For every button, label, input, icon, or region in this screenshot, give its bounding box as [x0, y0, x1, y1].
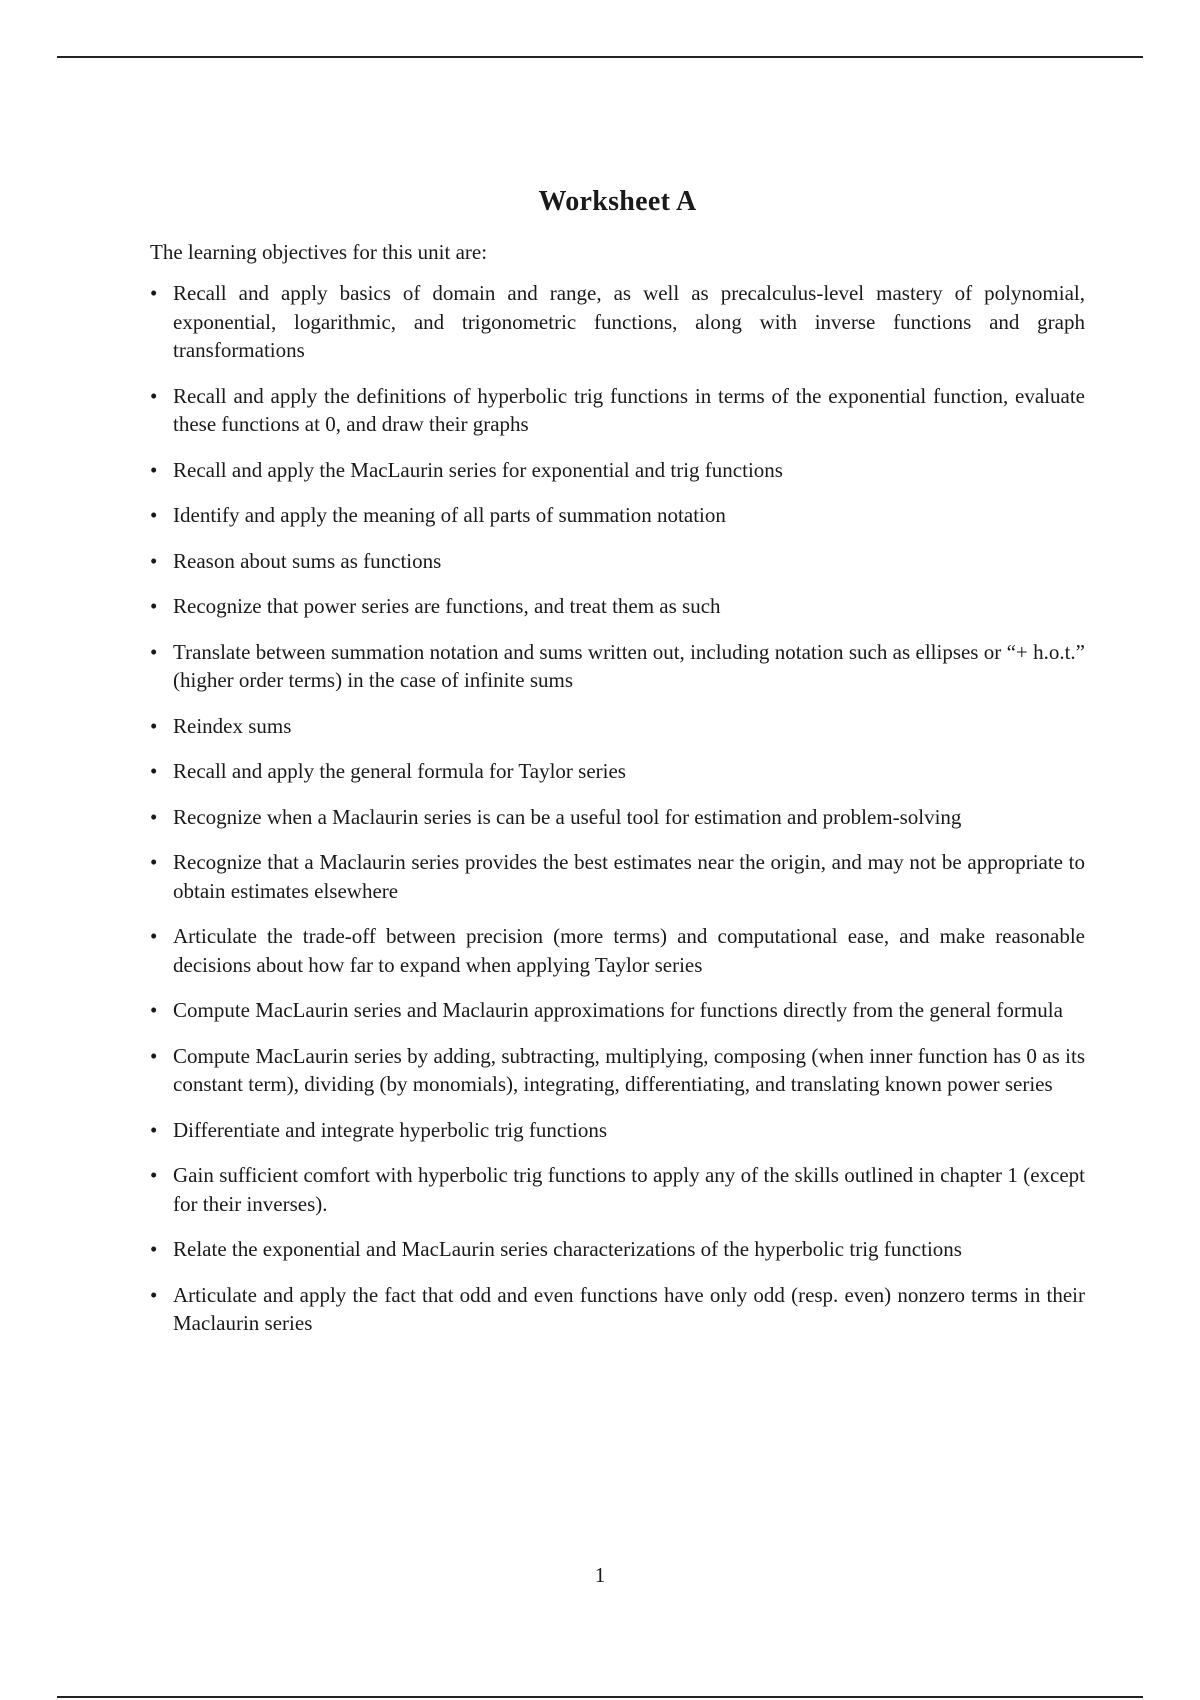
bullet-icon: •: [150, 850, 158, 874]
objective-text: Identify and apply the meaning of all parts of summation notation: [173, 503, 726, 527]
bullet-icon: •: [150, 548, 158, 573]
objective-item: [150, 279, 1085, 365]
bullet-icon: •: [150, 1117, 158, 1142]
bullet-icon: •: [150, 503, 158, 527]
objective-text: Recognize when a Maclaurin series is can be a useful tool for estimation and problem-solving: [173, 804, 962, 829]
objective-item: [150, 996, 1085, 1025]
objective-item: [150, 382, 1085, 439]
objective-item: [150, 1161, 1085, 1218]
bullet-icon: •: [150, 281, 158, 305]
bottom-rule: [57, 1696, 1143, 1698]
bullet-icon: •: [150, 639, 158, 664]
bullet-icon: •: [150, 804, 158, 829]
page-title: Worksheet A: [538, 186, 697, 217]
objective-item: [150, 922, 1085, 979]
objective-text: Recognize that a Maclaurin series provides the best estimates near the origin, and may not be appropriate to obtain estimates elsewhere: [173, 850, 1085, 903]
bullet-icon: •: [150, 713, 158, 738]
bullet-icon: •: [150, 998, 158, 1022]
objective-text: Compute MacLaurin series and Maclaurin approximations for functions directly from the general formula: [173, 998, 1063, 1022]
bullet-icon: •: [150, 457, 158, 482]
objective-text: Differentiate and integrate hyperbolic trig functions: [173, 1117, 608, 1142]
objective-text: Reindex sums: [173, 713, 292, 738]
bullet-icon: •: [150, 924, 158, 948]
objective-item: [150, 848, 1085, 905]
objective-item: [150, 1042, 1085, 1099]
top-rule: [57, 56, 1143, 58]
objective-text: Reason about sums as functions: [173, 548, 442, 573]
bullet-icon: •: [150, 1237, 158, 1261]
objectives-list: [150, 279, 1085, 1338]
objective-item: [150, 501, 1085, 530]
bullet-icon: •: [150, 1163, 158, 1187]
objective-item: [150, 638, 1085, 695]
objective-item: [150, 1116, 1085, 1145]
objective-text: Recall and apply basics of domain and range, as well as precalculus-level mastery of polynomial, exponential, logarithmic, and trigonometric functions, along with inverse functions and graph transformations: [173, 281, 1085, 362]
objective-text: Recall and apply the MacLaurin series for exponential and trig functions: [173, 457, 783, 482]
page-number: 1: [594, 1563, 606, 1587]
objective-text: Recall and apply the general formula for Taylor series: [173, 759, 626, 783]
objective-text: Recall and apply the definitions of hyperbolic trig functions in terms of the exponential function, evaluate these functions at 0, and draw their graphs: [173, 383, 1085, 436]
bullet-icon: •: [150, 594, 158, 618]
bullet-icon: •: [150, 1043, 158, 1068]
objective-text: Translate between summation notation and sums written out, including notation such as ellipses or “+ h.o.t.” (higher order terms) in the case of infinite sums: [173, 639, 1085, 692]
objective-item: [150, 547, 1085, 576]
objective-item: [150, 456, 1085, 485]
objective-text: Gain sufficient comfort with hyperbolic trig functions to apply any of the skills outlined in chapter 1 (except for their inverses).: [173, 1163, 1085, 1216]
bullet-icon: •: [150, 759, 158, 783]
bullet-icon: •: [150, 383, 158, 408]
objective-item: [150, 1281, 1085, 1338]
objective-item: [150, 803, 1085, 832]
intro-text: The learning objectives for this unit are:: [150, 240, 488, 264]
worksheet-page: [150, 185, 1085, 1355]
bullet-icon: •: [150, 1282, 158, 1307]
objective-item: [150, 757, 1085, 786]
objective-text: Relate the exponential and MacLaurin series characterizations of the hyperbolic trig functions: [173, 1237, 962, 1261]
objective-text: Compute MacLaurin series by adding, subtracting, multiplying, composing (when inner function has 0 as its constant term), dividing (by monomials), integrating, differentiating, and translating known power series: [173, 1043, 1085, 1096]
objective-item: [150, 1235, 1085, 1264]
objective-item: [150, 712, 1085, 741]
objective-text: Articulate and apply the fact that odd and even functions have only odd (resp. even) nonzero terms in their Maclaurin series: [173, 1282, 1085, 1335]
objective-text: Articulate the trade-off between precision (more terms) and computational ease, and make reasonable decisions about how far to expand when applying Taylor series: [173, 924, 1085, 977]
objective-text: Recognize that power series are functions, and treat them as such: [173, 594, 721, 618]
objective-item: [150, 592, 1085, 621]
